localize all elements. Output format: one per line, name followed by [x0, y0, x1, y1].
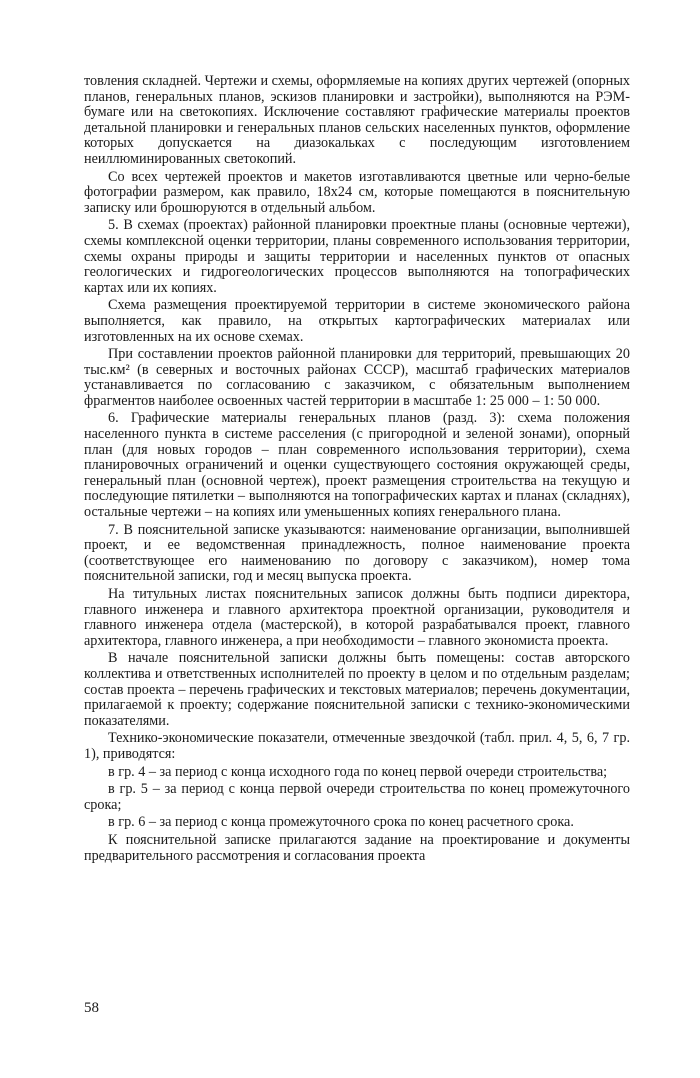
paragraph: в гр. 6 – за период с конца промежуточного срока по конец расчетного срока. [108, 814, 574, 831]
body-text [84, 74, 630, 864]
page-number: 58 [84, 1000, 99, 1016]
paragraph: в гр. 5 – за период с конца первой очереди строительства по конец промежуточного срока; [84, 781, 630, 813]
paragraph: При составлении проектов районной планировки для территорий, превышающих 20 тыс.км² (в северных и восточных районах СССР), масштаб графических материалов устанавливается по согласованию с заказчиком, с обязательным выполнением фрагментов наиболее освоенных частей территории в масштабе 1: 25 000 – 1: 50 000. [84, 346, 630, 409]
paragraph: 5. В схемах (проектах) районной планировки проектные планы (основные чертежи), схемы комплексной оценки территории, планы современного использования территории, схемы охраны природы и защиты территории и населенных пунктов от опасных геологических и гидрогеологических процессов выполняются на топографических картах или их копиях. [84, 217, 630, 296]
paragraph: 7. В пояснительной записке указываются: наименование организации, выполнившей проект, и ее ведомственная принадлежность, полное наименование проекта (соответствующее его наименованию по договору с заказчиком), номер тома пояснительной записки, год и месяц выпуска проекта. [84, 521, 630, 585]
paragraph: В начале пояснительной записки должны быть помещены: состав авторского коллектива и ответственных исполнителей по проекту в целом и по отдельным разделам; состав проекта – перечень графических и текстовых материалов; перечень документации, прилагаемой к проекту; содержание пояснительной записки с технико-экономическими показателями. [84, 650, 630, 729]
paragraph: Со всех чертежей проектов и макетов изготавливаются цветные или черно-белые фотографии размером, как правило, 18х24 см, которые помещаются в пояснительную записку или брошюруются в отдельный альбом. [84, 168, 630, 216]
paragraph: На титульных листах пояснительных записок должны быть подписи директора, главного инженера и главного архитектора проектной организации, руководителя и главного инженера отдела (мастерской), в которой разрабатывался проект, главного архитектора, главного инженера, а при необходимости – главного экономиста проекта. [84, 586, 630, 649]
paragraph: Технико-экономические показатели, отмеченные звездочкой (табл. прил. 4, 5, 6, 7 гр. 1), приводятся: [84, 730, 630, 762]
paragraph: в гр. 4 – за период с конца исходного года по конец первой очереди строительства; [108, 763, 608, 780]
paragraph: К пояснительной записке прилагаются задание на проектирование и документы предварительного рассмотрения и согласования проекта [84, 831, 630, 864]
paragraph: 6. Графические материалы генеральных планов (разд. 3): схема положения населенного пункта в системе расселения (с пригородной и зеленой зонами), опорный план (для новых городов – план современного использования территории), схема планировочных ограничений и оценки существующего состояния окружающей среды, генеральный план (основной чертеж), проект размещения строительства на текущую и последующие пятилетки – выполняются на топографических картах и планах (складнях), остальные чертежи – на копиях или уменьшенных копиях генерального плана. [84, 410, 630, 521]
paragraph: Схема размещения проектируемой территории в системе экономического района выполняется, как правило, на открытых картографических материалах или изготовленных на их основе схемах. [84, 297, 630, 345]
paragraph: товления складней. Чертежи и схемы, оформляемые на копиях других чертежей (опорных планов, генеральных планов, эскизов планировки и застройки), выполняются на РЭМ-бумаге или на светокопиях. Исключение составляют графические материалы проектов детальной планировки и генеральных планов сельских населенных пунктов, оформление которых допускается на диазокальках с последующим изготовлением неиллюминированных светокопий. [84, 73, 630, 167]
